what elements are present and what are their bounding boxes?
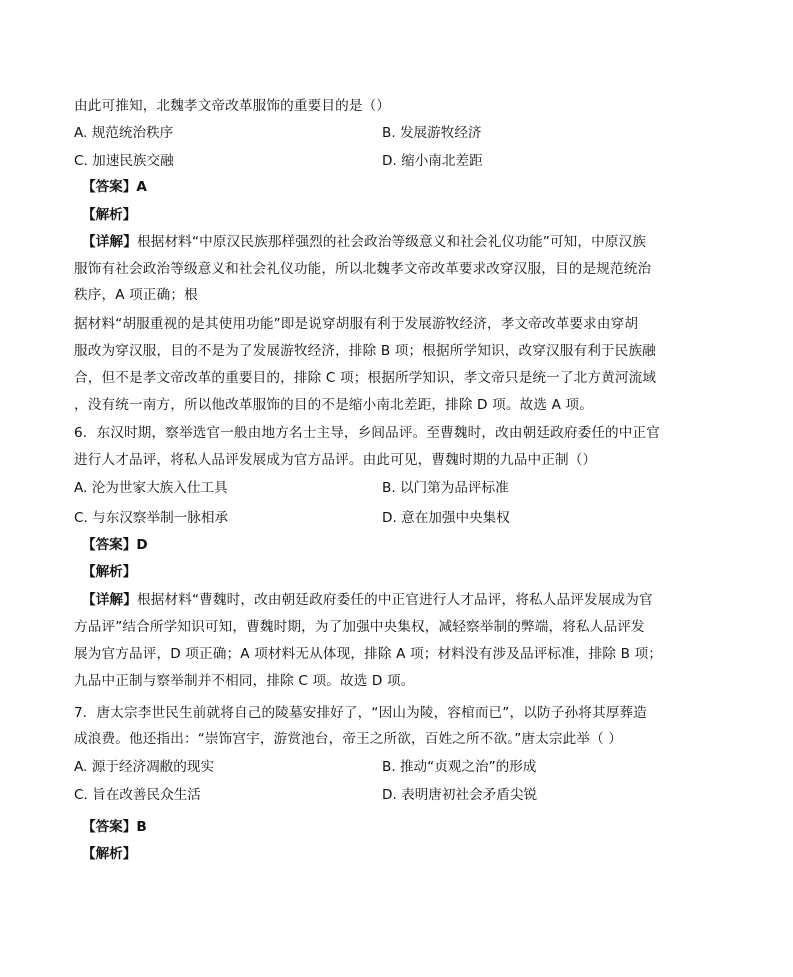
- q7-stem-line-1: 7．唐太宗李世民生前就将自己的陵墓安排好了，“因山为陵，容棺而已”，以防子孙将其厚葬造: [74, 705, 647, 721]
- q7-analysis-label: 【解析】: [82, 846, 137, 862]
- q5-detail-label: 【详解】: [82, 234, 137, 250]
- q6-detail-label: 【详解】: [82, 592, 137, 608]
- q6-stem-line-2: 进行人才品评，将私人品评发展成为官方品评。由此可见，曹魏时期的九品中正制（）: [74, 452, 597, 468]
- q5-detail-line-3: 秩序，A 项正确；根: [74, 287, 198, 303]
- q6-analysis-label: 【解析】: [82, 564, 137, 580]
- q5-stem-tail: 由此可推知，北魏孝文帝改革服饰的重要目的是（）: [74, 98, 391, 114]
- q6-answer: 【答案】D: [82, 537, 148, 553]
- q6-detail-line-2: 方品评”结合所学知识可知，曹魏时期，为了加强中央集权，减轻察举制的弊端，将私人品评发: [74, 619, 645, 635]
- q5-option-d: D. 缩小南北差距: [382, 153, 483, 169]
- q7-stem-line-2: 成浪费。他还指出：“崇饰宫宇，游赏池台，帝王之所欲，百姓之所不欲。”唐太宗此举（ ）: [74, 731, 623, 747]
- q7-option-b: B. 推动“贞观之治”的形成: [382, 759, 537, 775]
- q5-option-b: B. 发展游牧经济: [382, 125, 482, 141]
- q5-answer: 【答案】A: [82, 179, 147, 195]
- q6-option-a: A. 沦为世家大族入仕工具: [74, 480, 228, 496]
- q5-detail-line-1: [82, 232, 732, 252]
- q5-option-c: C. 加速民族交融: [74, 153, 174, 169]
- q6-detail-line-3: 展为官方品评，D 项正确；A 项材料无从体现，排除 A 项；材料没有涉及品评标准，排除 B 项；: [74, 646, 663, 662]
- q5-detail-text-1: 根据材料“中原汉民族那样强烈的社会政治等级意义和社会礼仪功能”可知，中原汉族: [136, 234, 647, 250]
- q5-option-a: A. 规范统治秩序: [74, 125, 174, 141]
- q6-option-d: D. 意在加强中央集权: [382, 510, 510, 526]
- q5-detail-line-7: ，没有统一南方，所以他改革服饰的目的不是缩小南北差距，排除 D 项。故选 A 项。: [74, 397, 593, 413]
- q7-option-c: C. 旨在改善民众生活: [74, 787, 201, 803]
- q5-analysis-label: 【解析】: [82, 207, 137, 223]
- q6-detail-line-1: [82, 590, 732, 610]
- q5-detail-line-4: 据材料“胡服重视的是其使用功能”即是说穿胡服有利于发展游牧经济，孝文帝改革要求由穿胡: [74, 316, 639, 332]
- q5-detail-line-2: 服饰有社会政治等级意义和社会礼仪功能，所以北魏孝文帝改革要求改穿汉服，目的是规范统治: [74, 261, 652, 277]
- q5-detail-line-5: 服改为穿汉服，目的不是为了发展游牧经济，排除 B 项；根据所学知识，改穿汉服有利于民族融: [74, 343, 656, 359]
- q6-detail-line-4: 九品中正制与察举制并不相同，排除 C 项。故选 D 项。: [74, 673, 415, 689]
- q7-option-a: A. 源于经济凋敝的现实: [74, 759, 215, 775]
- q6-stem-line-1: 6．东汉时期，察举选官一般由地方名士主导，乡闾品评。至曹魏时，改由朝廷政府委任的中正官: [74, 425, 661, 441]
- q7-answer: 【答案】B: [82, 819, 147, 835]
- q6-option-c: C. 与东汉察举制一脉相承: [74, 510, 229, 526]
- q7-option-d: D. 表明唐初社会矛盾尖锐: [382, 787, 538, 803]
- q6-option-b: B. 以门第为品评标准: [382, 480, 509, 496]
- q5-detail-line-6: 合，但不是孝文帝改革的重要目的，排除 C 项；根据所学知识，孝文帝只是统一了北方黄河流域: [74, 370, 657, 386]
- q6-detail-text-1: 根据材料“曹魏时，改由朝廷政府委任的中正官进行人才品评，将私人品评发展成为官: [136, 592, 653, 608]
